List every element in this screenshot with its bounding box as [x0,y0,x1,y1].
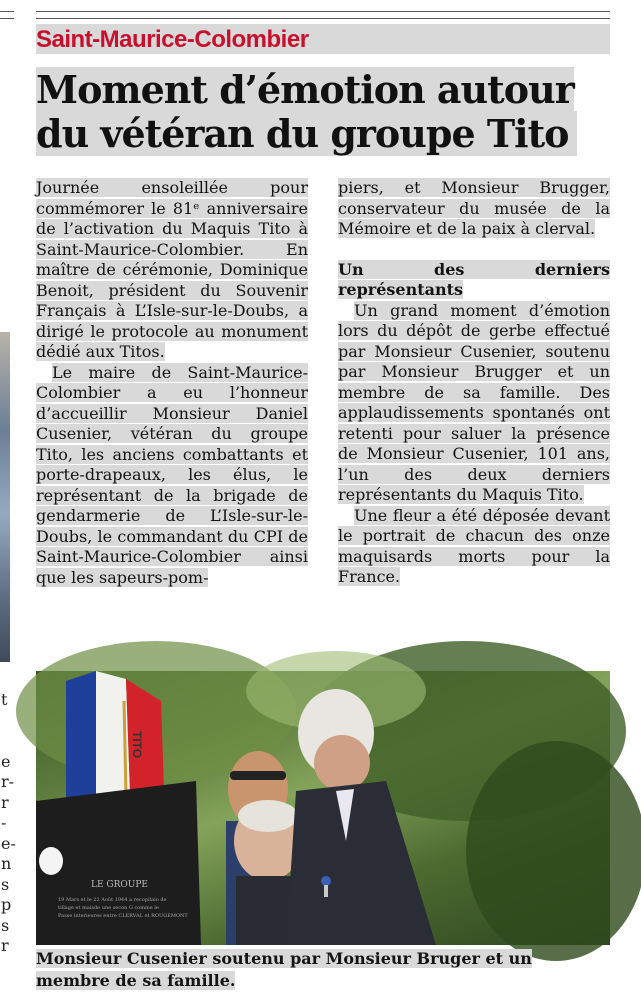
top-rule-second [36,18,610,19]
fragment-line [1,711,15,732]
paragraph-continuation [338,178,610,240]
photo-caption [36,948,610,992]
article-subheading [338,260,610,301]
top-rule [36,11,610,12]
headline-text: Moment d’émotion autour du vétéran du groupe Tito [36,67,577,156]
fragment-text [1,690,15,957]
paragraph-flower-text: Une fleur a été déposée devant le portrait de chacun des onze maquisards morts pour la France. [338,505,610,586]
fragment-rule [0,18,14,19]
fragment-line: e [1,751,11,771]
fragment-line: t [1,690,8,709]
gloved-hand [39,847,63,875]
article-kicker: Saint-Maurice-Colombier [36,26,309,53]
paragraph-emotion [338,301,610,506]
fragment-line [1,731,15,752]
plaque-line-2: tillage et maisde une secon G comme le [58,905,159,911]
article-header [36,24,610,157]
fragment-line: - [1,813,7,832]
paragraph-emotion-text: Un grand moment d’émotion lors du dépôt de gerbe effectué par Monsieur Cusenier, soutenu par Monsieur Brugger et un membre de sa famille. Des applaudissements spontanés ont retenti pour saluer la présence de Monsieur Cusenier, 101 ans, l’un des deux derniers représentants du Maquis Tito. [338,300,610,504]
adjacent-article-fragment [0,0,14,997]
article-column-1 [36,178,308,588]
paragraph-intro [36,178,308,363]
article-photo [36,671,610,945]
article-subheading-text: Un des derniers représentants [338,259,610,299]
fragment-line: n [1,854,12,873]
photo-caption-text: Monsieur Cusenier soutenu par Monsieur Bruger et un membre de sa famille. [36,949,532,990]
article-headline [36,68,610,156]
fragment-line: s [1,915,10,935]
flag-text: TITO [130,731,144,759]
paragraph-intro-text: Journée ensoleillée pour commémorer le 81ᵉ anniversaire de l’activation du Maquis Tito à Saint-Maurice-Colombier. En maître de cérémonie, Dominique Benoit, président du Souvenir Français à L’Isle-sur-le-Doubs, a dirigé le protocole au monument dédié aux Titos. [36,178,308,361]
fragment-line: r [1,936,9,955]
fragment-line: r [1,792,9,812]
ceremony-photo-illustration [36,671,610,945]
plaque-line-3: Passe interieures entre CLERVAL et ROUGEMONT [58,913,188,919]
paragraph-flower [338,506,610,588]
fragment-line: r- [1,772,15,791]
article-column-2 [338,178,610,588]
plaque-heading: LE GROUPE [91,880,148,890]
paragraph-guests [36,363,308,589]
fragment-line: e- [1,833,16,853]
fragment-line: p [1,895,12,914]
fragment-line: s [1,874,10,894]
plaque-line-1: 19 Mars et le 22 Août 1944 a recopilaio de [58,897,167,903]
paragraph-continuation-text: piers, et Monsieur Brugger, conservateur du musée de la Mémoire et de la paix à clerval. [338,178,610,238]
fragment-photo [0,332,10,662]
paragraph-guests-text: Le maire de Saint-Maurice-Colombier a eu l’honneur d’accueillir Monsieur Daniel Cusenier, vétéran du groupe Tito, les anciens combattants et porte-drapeaux, les élus, le représentant de la brigade de gendarmerie de L’Isle-sur-le-Doubs, le commandant du CPI de Saint-Maurice-Colombier ainsi que les sapeurs-pom- [36,362,308,587]
fragment-rule [0,11,14,12]
